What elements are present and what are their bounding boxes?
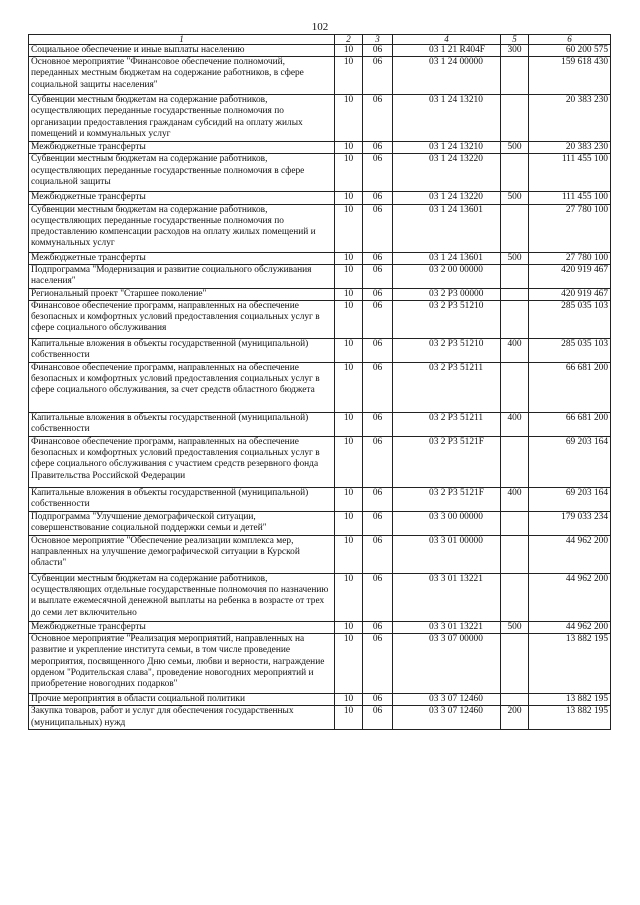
row-amount: 44 962 200 bbox=[529, 622, 611, 634]
row-name: Подпрограмма "Улучшение демографической ситуации, совершенствование социальной поддержки семьи и детей" bbox=[29, 512, 335, 536]
row-amount: 27 780 100 bbox=[529, 252, 611, 264]
row-section: 10 bbox=[335, 192, 363, 204]
header-col-2: 2 bbox=[335, 35, 363, 45]
row-expense-type: 400 bbox=[501, 339, 529, 363]
row-subsection: 06 bbox=[363, 694, 393, 706]
row-expense-type: 300 bbox=[501, 45, 529, 57]
row-name: Региональный проект "Старшее поколение" bbox=[29, 288, 335, 300]
row-subsection: 06 bbox=[363, 512, 393, 536]
row-expense-type bbox=[501, 57, 529, 95]
row-subsection: 06 bbox=[363, 339, 393, 363]
row-expense-type: 400 bbox=[501, 413, 529, 437]
table-row bbox=[29, 413, 611, 437]
row-amount: 179 033 234 bbox=[529, 512, 611, 536]
row-name: Финансовое обеспечение программ, направленных на обеспечение безопасных и комфортных условий предоставления социальных услуг в сфере социального обслуживания, за счет средств областного бюджета bbox=[29, 363, 335, 413]
row-name: Субвенции местным бюджетам на содержание работников, осуществляющих переданные государственные полномочия по организации предоставления гражданам субсидий на оплату жилых помещений и коммунальных услуг bbox=[29, 95, 335, 142]
row-name: Субвенции местным бюджетам на содержание работников, осуществляющих переданные государственные полномочия по предоставлению компенсации расходов на оплату жилых помещений и коммунальных услуг bbox=[29, 204, 335, 252]
row-expense-type bbox=[501, 512, 529, 536]
row-expense-type bbox=[501, 694, 529, 706]
row-expense-type: 400 bbox=[501, 488, 529, 512]
table-row bbox=[29, 634, 611, 694]
row-amount: 285 035 103 bbox=[529, 339, 611, 363]
row-target-article: 03 3 07 12460 bbox=[393, 706, 501, 729]
row-section: 10 bbox=[335, 57, 363, 95]
row-subsection: 06 bbox=[363, 154, 393, 192]
header-col-3: 3 bbox=[363, 35, 393, 45]
row-amount: 27 780 100 bbox=[529, 204, 611, 252]
row-expense-type bbox=[501, 95, 529, 142]
row-section: 10 bbox=[335, 437, 363, 488]
row-amount: 111 455 100 bbox=[529, 154, 611, 192]
row-expense-type bbox=[501, 204, 529, 252]
row-name: Капитальные вложения в объекты государственной (муниципальной) собственности bbox=[29, 339, 335, 363]
table-row bbox=[29, 192, 611, 204]
table-row bbox=[29, 536, 611, 574]
row-target-article: 03 1 24 13220 bbox=[393, 154, 501, 192]
header-col-4: 4 bbox=[393, 35, 501, 45]
row-expense-type: 500 bbox=[501, 622, 529, 634]
row-expense-type: 200 bbox=[501, 706, 529, 729]
row-section: 10 bbox=[335, 95, 363, 142]
row-target-article: 03 1 24 13220 bbox=[393, 192, 501, 204]
row-amount: 285 035 103 bbox=[529, 301, 611, 339]
row-subsection: 06 bbox=[363, 634, 393, 694]
row-subsection: 06 bbox=[363, 264, 393, 288]
table-row bbox=[29, 363, 611, 413]
row-section: 10 bbox=[335, 363, 363, 413]
row-section: 10 bbox=[335, 301, 363, 339]
row-name: Подпрограмма "Модернизация и развитие социального обслуживания населения" bbox=[29, 264, 335, 288]
table-row bbox=[29, 488, 611, 512]
row-target-article: 03 3 01 00000 bbox=[393, 536, 501, 574]
row-name: Социальное обеспечение и иные выплаты населению bbox=[29, 45, 335, 57]
row-section: 10 bbox=[335, 339, 363, 363]
row-subsection: 06 bbox=[363, 437, 393, 488]
row-subsection: 06 bbox=[363, 622, 393, 634]
table-row bbox=[29, 45, 611, 57]
row-name: Финансовое обеспечение программ, направленных на обеспечение безопасных и комфортных условий предоставления социальных услуг в сфере социального обслуживания bbox=[29, 301, 335, 339]
row-name: Капитальные вложения в объекты государственной (муниципальной) собственности bbox=[29, 413, 335, 437]
row-amount: 44 962 200 bbox=[529, 574, 611, 622]
row-target-article: 03 2 P3 51210 bbox=[393, 301, 501, 339]
row-name: Основное мероприятие "Реализация мероприятий, направленных на развитие и укрепление института семьи, в том числе проведение мероприятия, посвященного Дню семьи, любви и верности, награждение орденом "Родительская слава", проведение новогодних мероприятий и приобретение новогодних подарков" bbox=[29, 634, 335, 694]
row-subsection: 06 bbox=[363, 192, 393, 204]
row-target-article: 03 2 P3 5121F bbox=[393, 488, 501, 512]
row-name: Финансовое обеспечение программ, направленных на обеспечение безопасных и комфортных условий предоставления социальных услуг в сфере социального обслуживания с участием средств резервного фонда Правительства Российской Федерации bbox=[29, 437, 335, 488]
row-target-article: 03 1 21 R404F bbox=[393, 45, 501, 57]
row-section: 10 bbox=[335, 634, 363, 694]
row-amount: 69 203 164 bbox=[529, 488, 611, 512]
row-name: Основное мероприятие "Обеспечение реализации комплекса мер, направленных на улучшение демографической ситуации в Курской области" bbox=[29, 536, 335, 574]
table-row bbox=[29, 95, 611, 142]
row-target-article: 03 2 P3 5121F bbox=[393, 437, 501, 488]
row-section: 10 bbox=[335, 413, 363, 437]
table-row bbox=[29, 574, 611, 622]
row-expense-type bbox=[501, 536, 529, 574]
row-target-article: 03 3 07 00000 bbox=[393, 634, 501, 694]
table-row bbox=[29, 204, 611, 252]
row-subsection: 06 bbox=[363, 363, 393, 413]
row-section: 10 bbox=[335, 288, 363, 300]
row-section: 10 bbox=[335, 204, 363, 252]
row-name: Закупка товаров, работ и услуг для обеспечения государственных (муниципальных) нужд bbox=[29, 706, 335, 729]
row-target-article: 03 1 24 13210 bbox=[393, 95, 501, 142]
row-amount: 44 962 200 bbox=[529, 536, 611, 574]
row-section: 10 bbox=[335, 574, 363, 622]
row-name: Прочие мероприятия в области социальной политики bbox=[29, 694, 335, 706]
row-amount: 13 882 195 bbox=[529, 694, 611, 706]
row-target-article: 03 2 P3 00000 bbox=[393, 288, 501, 300]
row-subsection: 06 bbox=[363, 488, 393, 512]
row-expense-type bbox=[501, 264, 529, 288]
row-section: 10 bbox=[335, 512, 363, 536]
row-amount: 111 455 100 bbox=[529, 192, 611, 204]
row-section: 10 bbox=[335, 694, 363, 706]
row-target-article: 03 2 P3 51211 bbox=[393, 363, 501, 413]
row-section: 10 bbox=[335, 142, 363, 154]
row-amount: 420 919 467 bbox=[529, 288, 611, 300]
row-target-article: 03 3 07 12460 bbox=[393, 694, 501, 706]
row-amount: 60 200 575 bbox=[529, 45, 611, 57]
row-amount: 66 681 200 bbox=[529, 413, 611, 437]
row-amount: 66 681 200 bbox=[529, 363, 611, 413]
row-amount: 13 882 195 bbox=[529, 634, 611, 694]
row-target-article: 03 1 24 13601 bbox=[393, 204, 501, 252]
row-subsection: 06 bbox=[363, 413, 393, 437]
row-section: 10 bbox=[335, 264, 363, 288]
table-row bbox=[29, 339, 611, 363]
row-expense-type bbox=[501, 301, 529, 339]
row-expense-type bbox=[501, 437, 529, 488]
row-target-article: 03 1 24 13601 bbox=[393, 252, 501, 264]
row-amount: 20 383 230 bbox=[529, 142, 611, 154]
row-expense-type bbox=[501, 288, 529, 300]
table-row bbox=[29, 694, 611, 706]
header-col-5: 5 bbox=[501, 35, 529, 45]
row-expense-type bbox=[501, 634, 529, 694]
row-subsection: 06 bbox=[363, 301, 393, 339]
row-target-article: 03 1 24 00000 bbox=[393, 57, 501, 95]
row-amount: 13 882 195 bbox=[529, 706, 611, 729]
row-target-article: 03 2 P3 51210 bbox=[393, 339, 501, 363]
row-expense-type: 500 bbox=[501, 142, 529, 154]
table-row bbox=[29, 437, 611, 488]
row-subsection: 06 bbox=[363, 95, 393, 142]
row-section: 10 bbox=[335, 536, 363, 574]
budget-table bbox=[28, 34, 611, 730]
row-amount: 159 618 430 bbox=[529, 57, 611, 95]
row-name: Межбюджетные трансферты bbox=[29, 192, 335, 204]
row-amount: 420 919 467 bbox=[529, 264, 611, 288]
row-name: Межбюджетные трансферты bbox=[29, 252, 335, 264]
row-subsection: 06 bbox=[363, 204, 393, 252]
row-name: Субвенции местным бюджетам на содержание работников, осуществляющих отдельные государственные полномочия по назначению и выплате ежемесячной денежной выплаты на ребенка в возрасте от трех до семи лет включительно bbox=[29, 574, 335, 622]
row-target-article: 03 3 01 13221 bbox=[393, 574, 501, 622]
row-subsection: 06 bbox=[363, 706, 393, 729]
row-amount: 20 383 230 bbox=[529, 95, 611, 142]
row-name: Субвенции местным бюджетам на содержание работников, осуществляющих переданные государственные полномочия в сфере социальной защиты bbox=[29, 154, 335, 192]
row-amount: 69 203 164 bbox=[529, 437, 611, 488]
row-target-article: 03 2 00 00000 bbox=[393, 264, 501, 288]
row-expense-type: 500 bbox=[501, 192, 529, 204]
row-subsection: 06 bbox=[363, 536, 393, 574]
table-row bbox=[29, 706, 611, 729]
table-row bbox=[29, 301, 611, 339]
table-row bbox=[29, 512, 611, 536]
row-target-article: 03 3 01 13221 bbox=[393, 622, 501, 634]
header-col-1: 1 bbox=[29, 35, 335, 45]
row-target-article: 03 3 00 00000 bbox=[393, 512, 501, 536]
table-row bbox=[29, 57, 611, 95]
table-row bbox=[29, 252, 611, 264]
row-name: Капитальные вложения в объекты государственной (муниципальной) собственности bbox=[29, 488, 335, 512]
page-number: 102 bbox=[311, 21, 329, 33]
row-subsection: 06 bbox=[363, 574, 393, 622]
table-row bbox=[29, 264, 611, 288]
row-section: 10 bbox=[335, 622, 363, 634]
row-target-article: 03 2 P3 51211 bbox=[393, 413, 501, 437]
row-name: Межбюджетные трансферты bbox=[29, 142, 335, 154]
table-row bbox=[29, 142, 611, 154]
row-section: 10 bbox=[335, 154, 363, 192]
row-section: 10 bbox=[335, 252, 363, 264]
row-expense-type bbox=[501, 574, 529, 622]
row-expense-type bbox=[501, 154, 529, 192]
row-name: Межбюджетные трансферты bbox=[29, 622, 335, 634]
row-subsection: 06 bbox=[363, 142, 393, 154]
row-name: Основное мероприятие "Финансовое обеспечение полномочий, переданных местным бюджетам на содержание работников, в сфере социальной защиты населения" bbox=[29, 57, 335, 95]
row-subsection: 06 bbox=[363, 252, 393, 264]
table-row bbox=[29, 154, 611, 192]
table-header-row bbox=[29, 35, 611, 45]
row-section: 10 bbox=[335, 488, 363, 512]
row-expense-type bbox=[501, 363, 529, 413]
header-col-6: 6 bbox=[529, 35, 611, 45]
row-subsection: 06 bbox=[363, 288, 393, 300]
row-subsection: 06 bbox=[363, 45, 393, 57]
row-subsection: 06 bbox=[363, 57, 393, 95]
table-row bbox=[29, 288, 611, 300]
row-section: 10 bbox=[335, 45, 363, 57]
row-target-article: 03 1 24 13210 bbox=[393, 142, 501, 154]
table-row bbox=[29, 622, 611, 634]
row-section: 10 bbox=[335, 706, 363, 729]
row-expense-type: 500 bbox=[501, 252, 529, 264]
